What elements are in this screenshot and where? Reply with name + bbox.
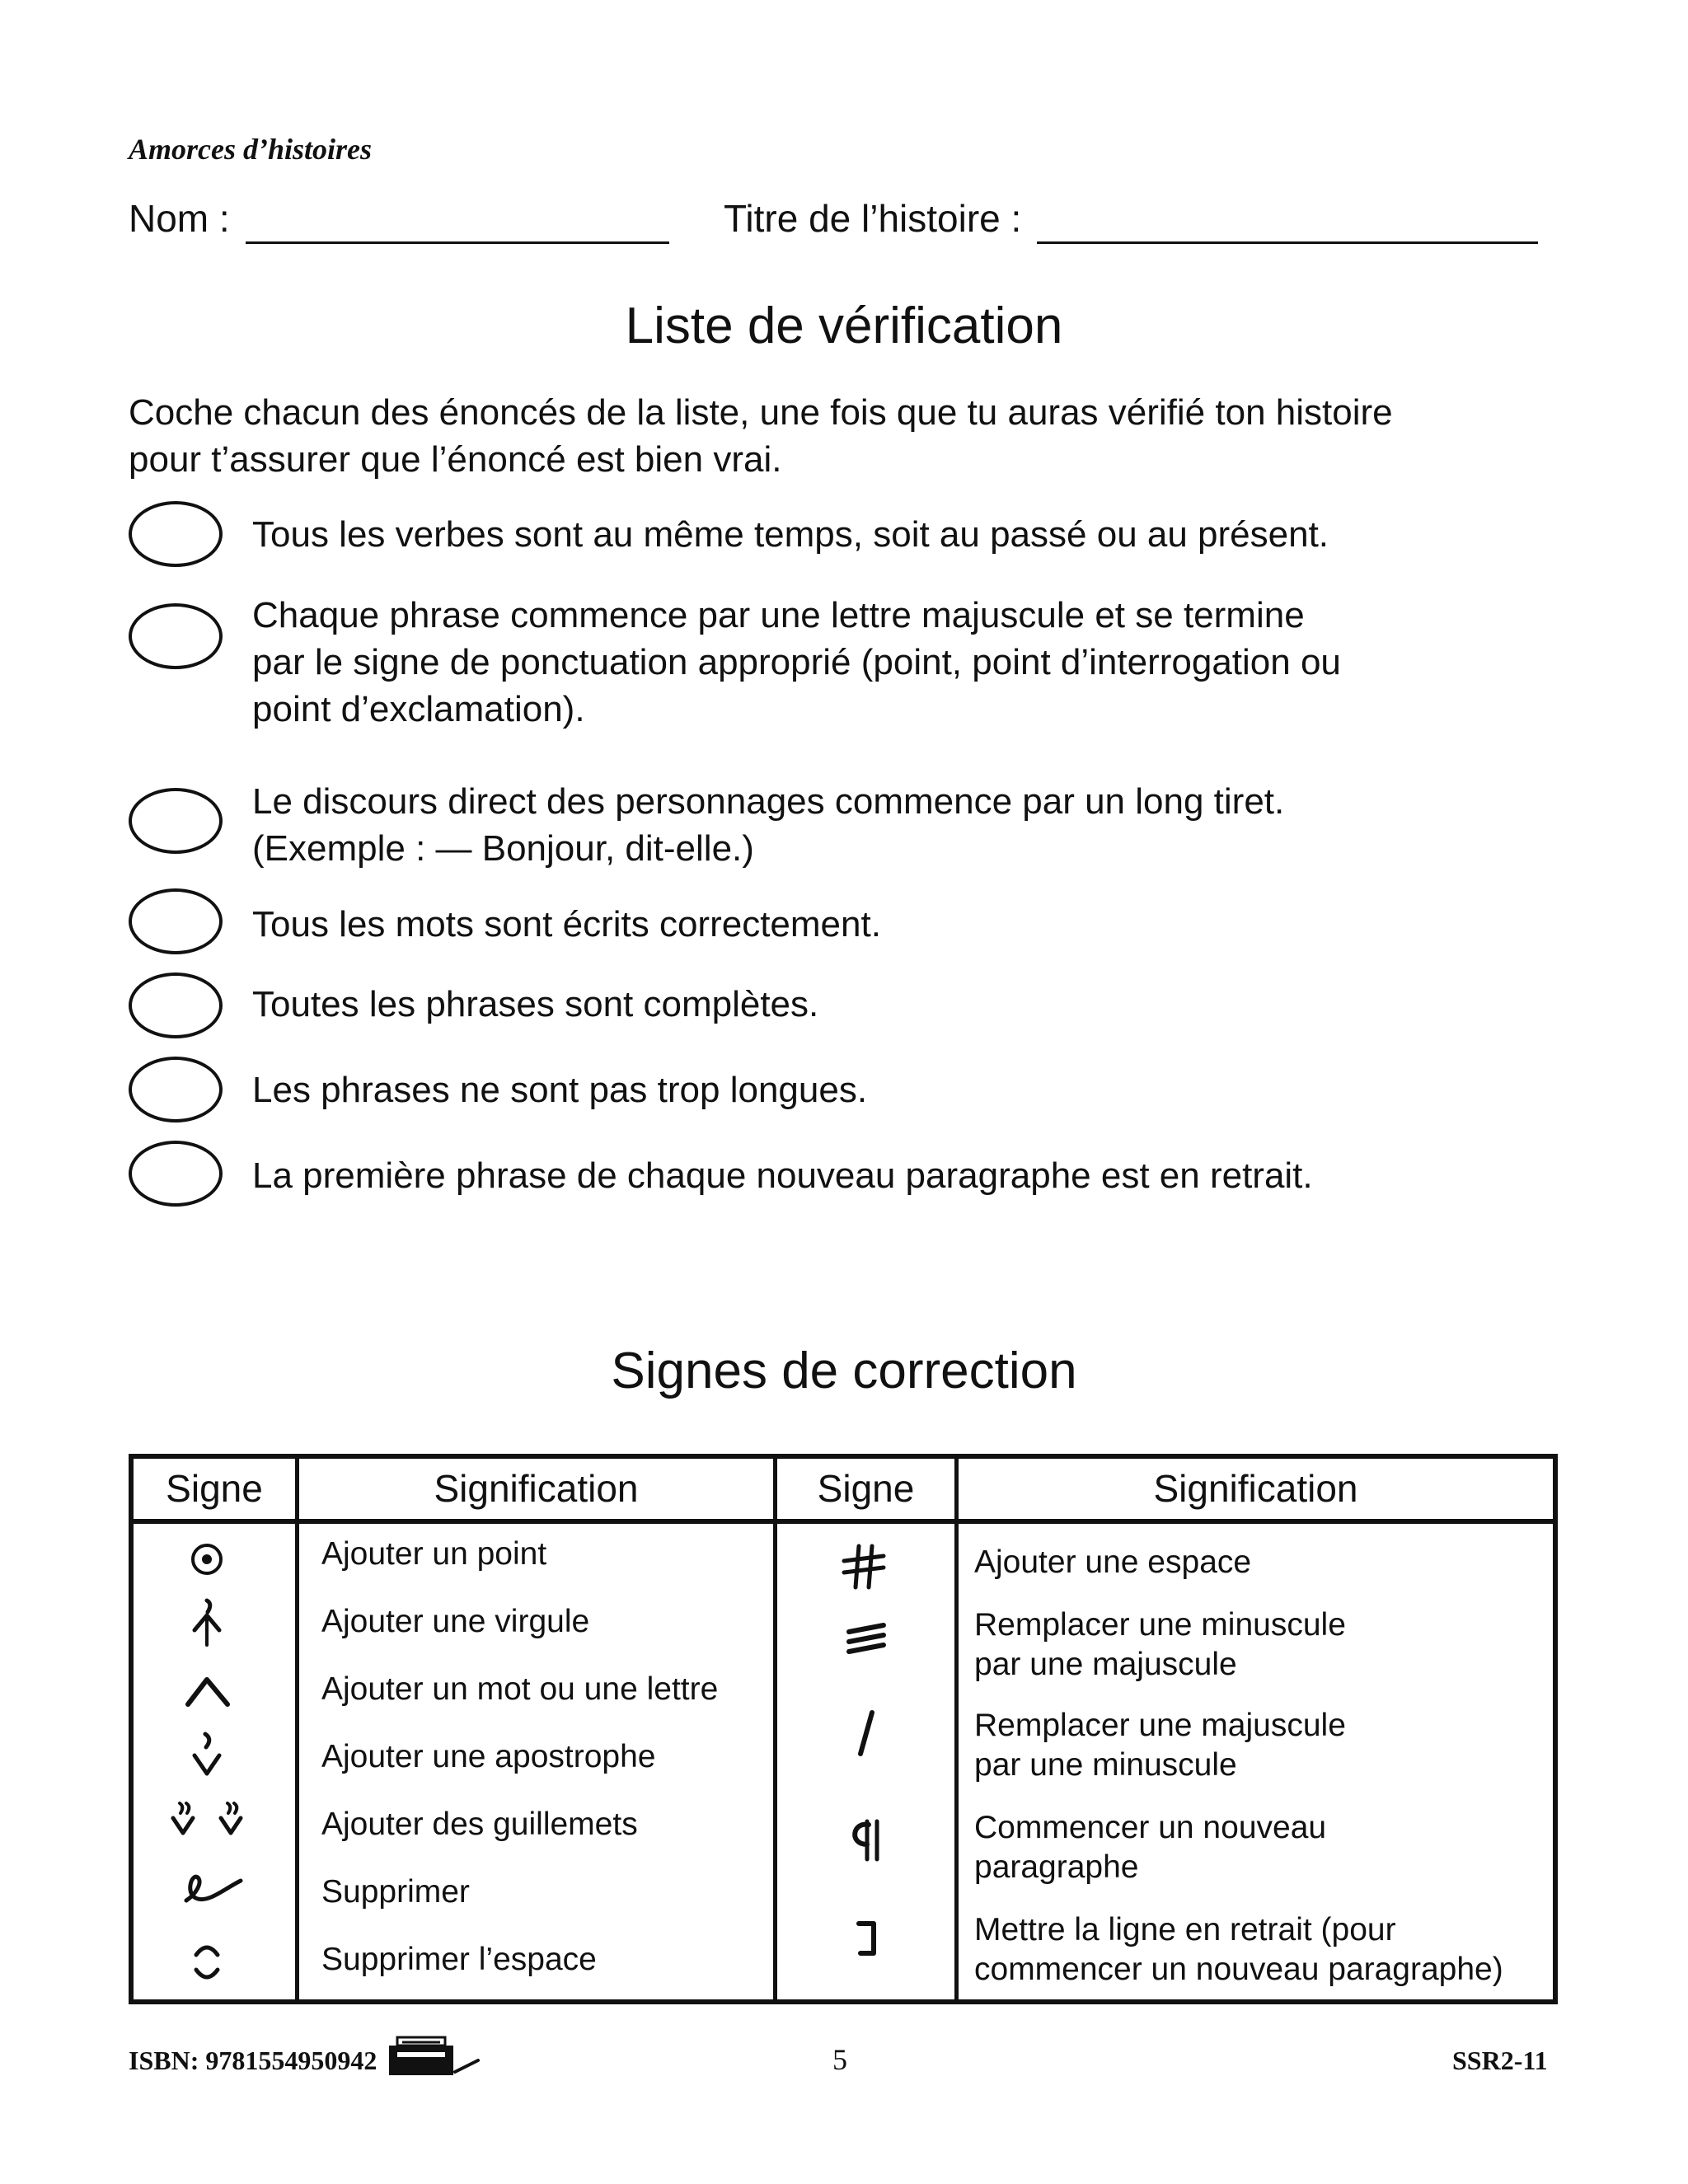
page-number: 5 <box>832 2043 847 2076</box>
checklist-title: Liste de vérification <box>625 298 1063 354</box>
meaning-line: Ajouter une espace <box>974 1544 1252 1580</box>
meaning-add-quotes: Ajouter des guillemets <box>321 1807 638 1842</box>
checklist-item-5 <box>252 981 1538 1028</box>
checklist-item-2 <box>252 592 1538 733</box>
table-header-rule <box>129 1519 1558 1524</box>
checklist-item-3 <box>252 778 1538 872</box>
checklist-item-6 <box>252 1066 1538 1113</box>
name-field-line[interactable] <box>246 241 669 244</box>
checkbox-circle-6[interactable] <box>129 1057 223 1122</box>
checklist-item-line: La première phrase de chaque nouveau paragraphe est en retrait. <box>252 1155 1313 1196</box>
photocopier-icon <box>386 2032 485 2082</box>
story-title-field-line[interactable] <box>1037 241 1538 244</box>
checklist-item-line: point d’exclamation). <box>252 689 585 729</box>
pilcrow-icon <box>819 1810 918 1868</box>
checklist-instructions <box>129 389 1571 483</box>
triple-underline-icon <box>819 1612 918 1670</box>
meaning-close-space: Supprimer l’espace <box>321 1942 597 1977</box>
table-header-meaning-1: Signification <box>434 1467 639 1510</box>
meaning-add-comma: Ajouter une virgule <box>321 1604 590 1639</box>
slash-icon <box>819 1704 918 1762</box>
meaning-add-word: Ajouter un mot ou une lettre <box>321 1671 719 1707</box>
checkbox-circle-7[interactable] <box>129 1141 223 1207</box>
checklist-item-line: Tous les mots sont écrits correctement. <box>252 904 881 944</box>
checklist-item-1 <box>252 511 1538 558</box>
checklist-item-line: par le signe de ponctuation approprié (point, point d’interrogation ou <box>252 642 1341 682</box>
table-divider <box>954 1454 959 2004</box>
checklist-item-line: Chaque phrase commence par une lettre majuscule et se termine <box>252 595 1305 635</box>
meaning-line: Remplacer une majuscule <box>974 1708 1346 1743</box>
meaning-new-paragraph <box>974 1808 1326 1887</box>
meaning-line: Remplacer une minuscule <box>974 1607 1346 1643</box>
meaning-line: Mettre la ligne en retrait (pour <box>974 1912 1396 1947</box>
quotation-marks-icon <box>162 1793 260 1851</box>
meaning-capitalize <box>974 1605 1346 1685</box>
checklist-item-line: Les phrases ne sont pas trop longues. <box>252 1070 868 1110</box>
instructions-line: pour t’assurer que l’énoncé est bien vrai. <box>129 439 782 480</box>
name-label: Nom : <box>129 197 230 240</box>
checklist-item-4 <box>252 901 1538 948</box>
checklist-item-line: (Exemple : — Bonjour, dit-elle.) <box>252 828 754 869</box>
apostrophe-caret-icon <box>162 1727 260 1785</box>
checkbox-circle-1[interactable] <box>129 501 223 567</box>
table-divider <box>295 1454 299 2004</box>
meaning-add-apostrophe: Ajouter une apostrophe <box>321 1739 656 1774</box>
checkbox-circle-5[interactable] <box>129 972 223 1038</box>
instructions-line: Coche chacun des énoncés de la liste, une fois que tu auras vérifié ton histoire <box>129 392 1393 433</box>
close-space-icon <box>162 1933 260 1991</box>
corrections-title: Signes de correction <box>611 1343 1077 1399</box>
meaning-indent <box>974 1910 1503 1990</box>
story-title-label: Titre de l’histoire : <box>724 197 1022 240</box>
product-code: SSR2-11 <box>1452 2046 1548 2075</box>
checklist-item-7 <box>252 1152 1538 1199</box>
table-header-meaning-2: Signification <box>1153 1467 1358 1510</box>
delete-loop-icon <box>162 1859 260 1917</box>
isbn: ISBN: 9781554950942 <box>129 2046 377 2075</box>
checkbox-circle-4[interactable] <box>129 888 223 954</box>
meaning-line: par une minuscule <box>974 1747 1237 1783</box>
table-header-sign-2: Signe <box>817 1467 915 1510</box>
checklist-item-line: Tous les verbes sont au même temps, soit au passé ou au présent. <box>252 514 1329 555</box>
circled-dot-icon <box>162 1530 260 1587</box>
indent-bracket-icon <box>819 1910 918 1968</box>
checklist-item-line: Le discours direct des personnages commence par un long tiret. <box>252 781 1285 822</box>
meaning-line: paragraphe <box>974 1849 1139 1885</box>
checkbox-circle-3[interactable] <box>129 788 223 854</box>
table-header-sign-1: Signe <box>166 1467 263 1510</box>
meaning-add-space <box>974 1543 1251 1582</box>
meaning-line: commencer un nouveau paragraphe) <box>974 1952 1503 1987</box>
table-divider <box>773 1454 777 2004</box>
meaning-lowercase <box>974 1706 1346 1785</box>
meaning-line: Commencer un nouveau <box>974 1810 1327 1845</box>
meaning-delete: Supprimer <box>321 1874 470 1910</box>
meaning-add-period: Ajouter un point <box>321 1536 547 1572</box>
series-title: Amorces d’histoires <box>129 133 373 166</box>
checkbox-circle-2[interactable] <box>129 603 223 669</box>
checklist-item-line: Toutes les phrases sont complètes. <box>252 984 819 1024</box>
meaning-line: par une majuscule <box>974 1647 1237 1682</box>
caret-icon <box>162 1661 260 1719</box>
comma-caret-icon <box>162 1594 260 1652</box>
hash-space-icon <box>819 1536 918 1594</box>
